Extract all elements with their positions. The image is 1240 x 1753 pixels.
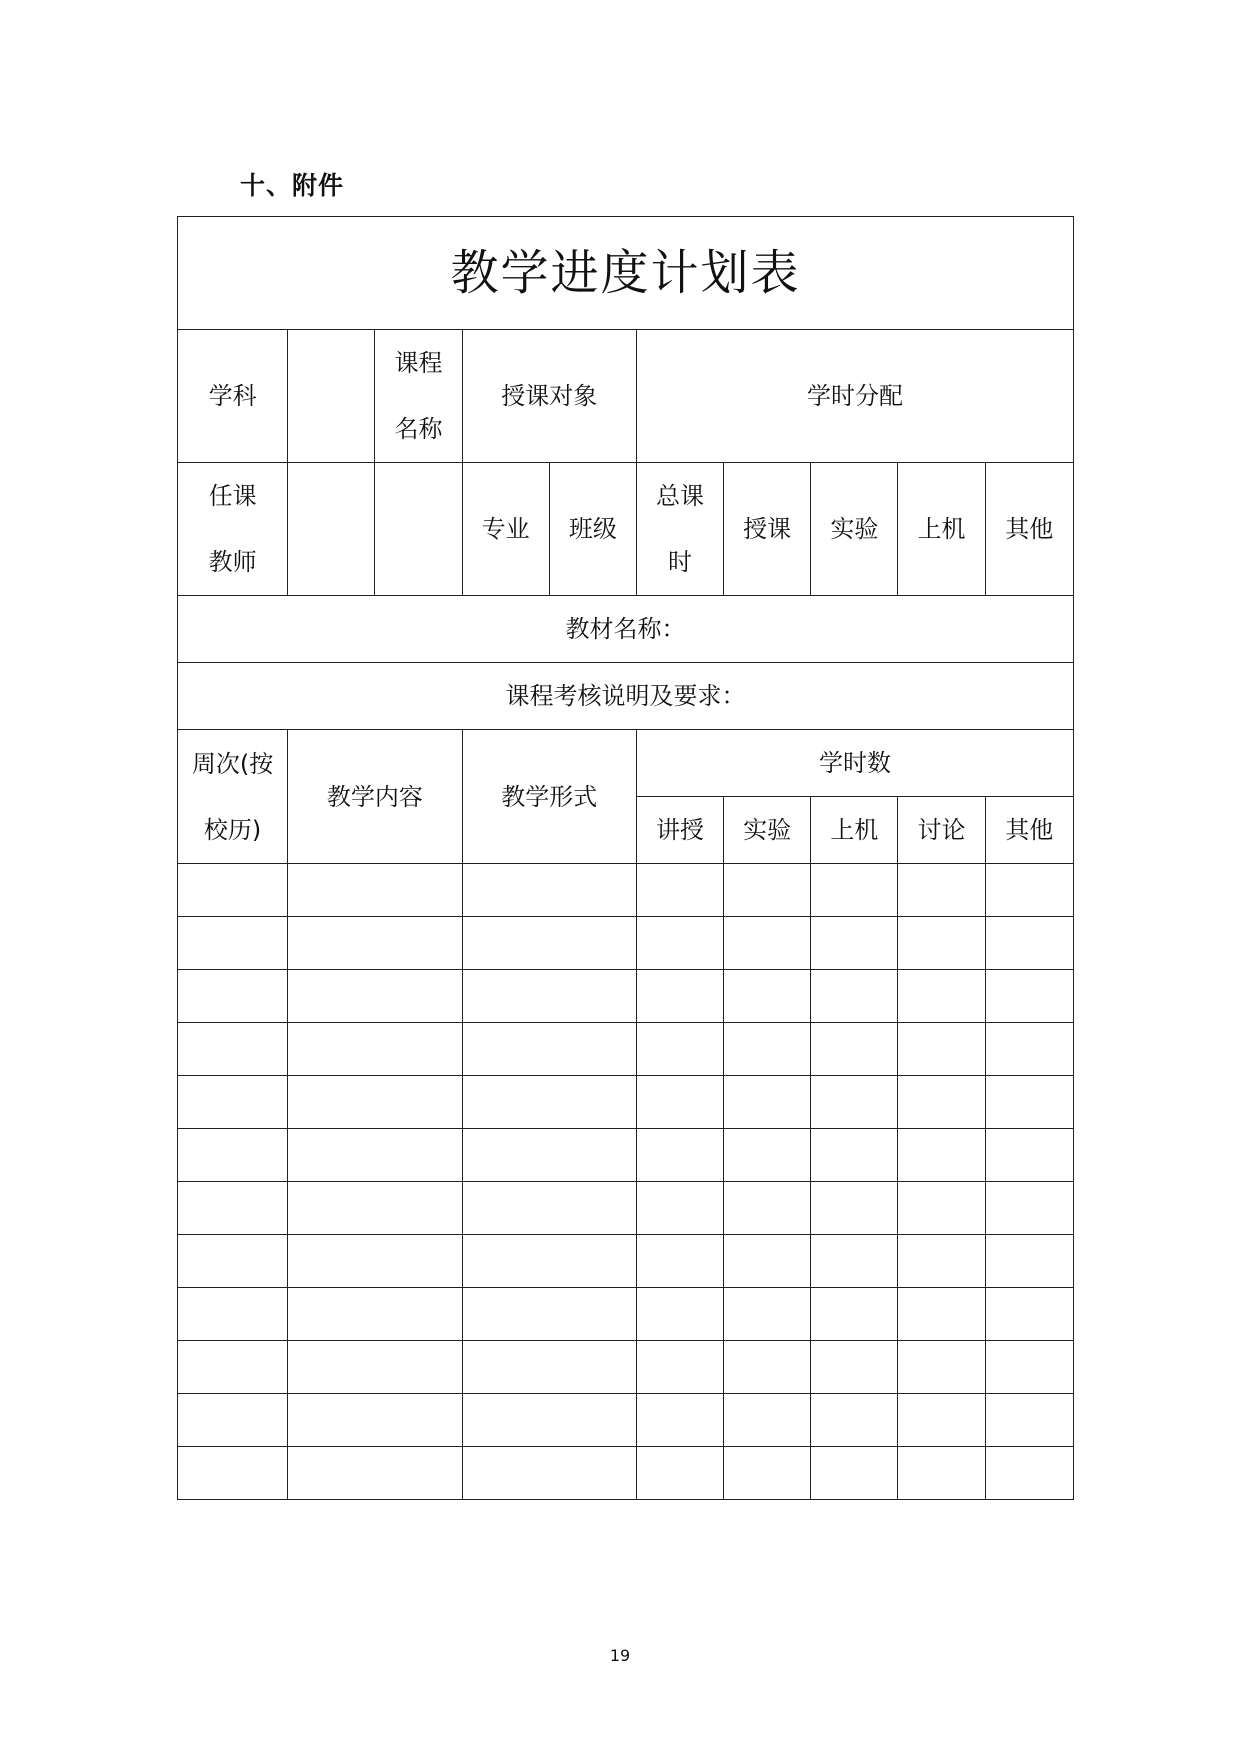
teaching-schedule-table [177, 216, 1074, 1500]
discussion-hours-label: 讨论 [898, 797, 985, 864]
content-cell [288, 970, 462, 1023]
lecture-cell [636, 1023, 723, 1076]
content-cell [288, 917, 462, 970]
discussion-cell [898, 1182, 985, 1235]
table-row [178, 1023, 1074, 1076]
other-cell [985, 1394, 1073, 1447]
other-cell [985, 1023, 1073, 1076]
hours-label: 学时数 [636, 730, 1073, 797]
computer-cell [811, 1182, 898, 1235]
subject-label: 学科 [178, 330, 288, 463]
other-cell [985, 1182, 1073, 1235]
assessment-label: 课程考核说明及要求： [178, 663, 1074, 730]
discussion-cell [898, 864, 985, 917]
discussion-cell [898, 1129, 985, 1182]
table-row [178, 1182, 1074, 1235]
form-cell [462, 1076, 636, 1129]
other-cell [985, 1235, 1073, 1288]
lecture-cell [636, 1394, 723, 1447]
discussion-cell [898, 1023, 985, 1076]
discussion-cell [898, 970, 985, 1023]
form-cell [462, 970, 636, 1023]
total-hours-label-line2: 时 [668, 548, 692, 576]
course-info-row [178, 330, 1074, 463]
discussion-cell [898, 1341, 985, 1394]
week-cell [178, 1129, 288, 1182]
other-hours-label: 其他 [985, 797, 1073, 864]
experiment-cell [724, 970, 811, 1023]
other-label: 其他 [985, 463, 1073, 596]
teacher-label [178, 463, 288, 596]
content-cell [288, 1447, 462, 1500]
lecture-hours-label: 讲授 [636, 797, 723, 864]
form-cell [462, 1235, 636, 1288]
discussion-cell [898, 1235, 985, 1288]
form-cell [462, 1394, 636, 1447]
discussion-cell [898, 917, 985, 970]
hours-allocation-label: 学时分配 [636, 330, 1073, 463]
week-cell [178, 1447, 288, 1500]
experiment-cell [724, 1447, 811, 1500]
page-number: 19 [609, 1646, 631, 1665]
content-cell [288, 1182, 462, 1235]
experiment-cell [724, 1182, 811, 1235]
lecture-cell [636, 1235, 723, 1288]
discussion-cell [898, 1447, 985, 1500]
total-hours-label-line1: 总课 [656, 482, 704, 510]
content-cell [288, 1341, 462, 1394]
teacher-label-line2: 教师 [208, 548, 257, 576]
computer-cell [811, 1288, 898, 1341]
week-cell [178, 917, 288, 970]
experiment-cell [724, 1394, 811, 1447]
computer-hours-label: 上机 [811, 797, 898, 864]
teacher-value-cell [288, 463, 375, 596]
week-cell [178, 1182, 288, 1235]
content-label: 教学内容 [288, 730, 462, 864]
subject-value-cell [288, 330, 375, 463]
table-title: 教学进度计划表 [178, 217, 1074, 330]
other-cell [985, 1288, 1073, 1341]
form-cell [462, 1288, 636, 1341]
lecture-cell [636, 917, 723, 970]
other-cell [985, 917, 1073, 970]
form-cell [462, 1182, 636, 1235]
schedule-body [178, 864, 1074, 1500]
computer-cell [811, 1076, 898, 1129]
experiment-cell [724, 1129, 811, 1182]
section-title: 十、附件 [240, 171, 345, 200]
lecture-cell [636, 1341, 723, 1394]
discussion-cell [898, 1076, 985, 1129]
total-hours-label [636, 463, 723, 596]
lecture-cell [636, 1076, 723, 1129]
computer-cell [811, 1341, 898, 1394]
content-cell [288, 1394, 462, 1447]
experiment-cell [724, 1288, 811, 1341]
lecture-cell [636, 1129, 723, 1182]
table-row [178, 917, 1074, 970]
schedule-header-row [178, 730, 1074, 797]
textbook-label: 教材名称： [178, 596, 1074, 663]
table-row [178, 970, 1074, 1023]
table-row [178, 1394, 1074, 1447]
table-row [178, 1341, 1074, 1394]
lecture-cell [636, 1182, 723, 1235]
computer-label: 上机 [898, 463, 985, 596]
table-row [178, 864, 1074, 917]
week-cell [178, 1023, 288, 1076]
week-cell [178, 1235, 288, 1288]
course-name-label-line1: 课程 [394, 349, 443, 377]
teacher-label-line1: 任课 [208, 482, 257, 510]
assessment-row [178, 663, 1074, 730]
week-cell [178, 864, 288, 917]
form-cell [462, 1129, 636, 1182]
computer-cell [811, 1447, 898, 1500]
experiment-cell [724, 917, 811, 970]
computer-cell [811, 1394, 898, 1447]
discussion-cell [898, 1394, 985, 1447]
experiment-label: 实验 [811, 463, 898, 596]
table-title-row [178, 217, 1074, 330]
lecture-cell [636, 1288, 723, 1341]
major-label: 专业 [462, 463, 549, 596]
content-cell [288, 1129, 462, 1182]
computer-cell [811, 1023, 898, 1076]
lecture-cell [636, 864, 723, 917]
week-label-line2: 校历) [203, 815, 262, 844]
course-name-value-cell [375, 463, 462, 596]
experiment-cell [724, 1076, 811, 1129]
content-cell [288, 1235, 462, 1288]
content-cell [288, 1076, 462, 1129]
audience-label: 授课对象 [462, 330, 636, 463]
lecture-cell [636, 1447, 723, 1500]
computer-cell [811, 1235, 898, 1288]
week-label [178, 730, 288, 864]
form-cell [462, 864, 636, 917]
experiment-cell [724, 1023, 811, 1076]
week-cell [178, 970, 288, 1023]
computer-cell [811, 917, 898, 970]
week-label-line1: 周次(按 [191, 749, 274, 778]
form-cell [462, 917, 636, 970]
experiment-cell [724, 1341, 811, 1394]
form-label: 教学形式 [462, 730, 636, 864]
experiment-cell [724, 864, 811, 917]
computer-cell [811, 1129, 898, 1182]
other-cell [985, 1447, 1073, 1500]
textbook-row [178, 596, 1074, 663]
table-row [178, 1129, 1074, 1182]
other-cell [985, 1076, 1073, 1129]
content-cell [288, 864, 462, 917]
other-cell [985, 864, 1073, 917]
form-cell [462, 1341, 636, 1394]
week-cell [178, 1288, 288, 1341]
table-row [178, 1076, 1074, 1129]
content-cell [288, 1288, 462, 1341]
other-cell [985, 970, 1073, 1023]
other-cell [985, 1341, 1073, 1394]
teacher-row [178, 463, 1074, 596]
lecture-cell [636, 970, 723, 1023]
table-row [178, 1288, 1074, 1341]
computer-cell [811, 864, 898, 917]
class-label: 班级 [549, 463, 636, 596]
lecture-label: 授课 [724, 463, 811, 596]
course-name-label [375, 330, 462, 463]
other-cell [985, 1129, 1073, 1182]
table-row [178, 1447, 1074, 1500]
week-cell [178, 1394, 288, 1447]
content-cell [288, 1023, 462, 1076]
table-row [178, 1235, 1074, 1288]
form-cell [462, 1023, 636, 1076]
week-cell [178, 1341, 288, 1394]
course-name-label-line2: 名称 [394, 415, 443, 443]
discussion-cell [898, 1288, 985, 1341]
experiment-hours-label: 实验 [724, 797, 811, 864]
form-cell [462, 1447, 636, 1500]
week-cell [178, 1076, 288, 1129]
computer-cell [811, 970, 898, 1023]
experiment-cell [724, 1235, 811, 1288]
